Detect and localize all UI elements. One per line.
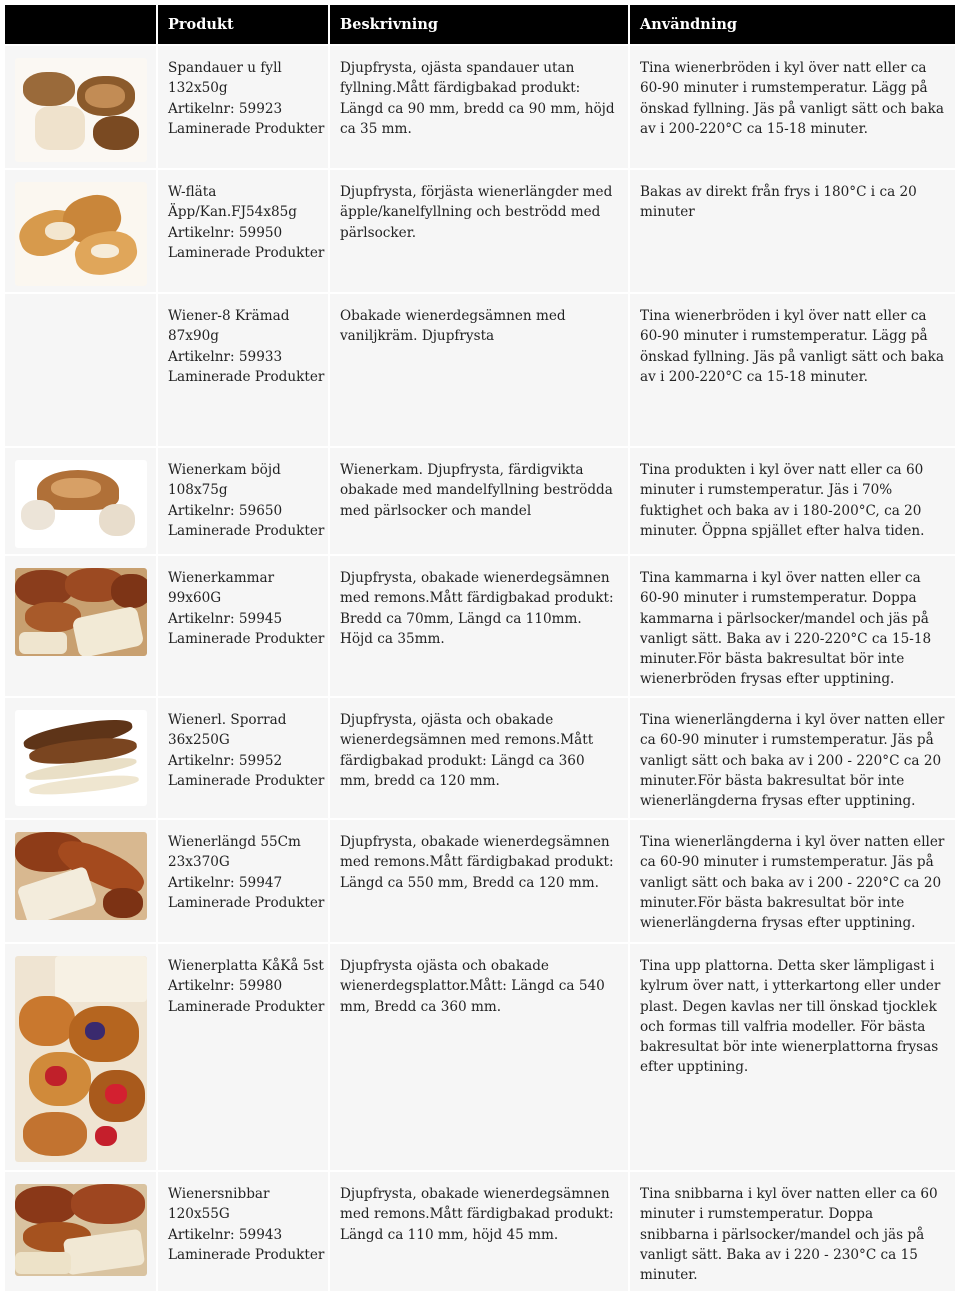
- product-usage: Tina wienerlängderna i kyl över natten eller ca 60-90 minuter i rumstemperatur. Jäs på vanligt sätt och baka av i 200 - 220°C ca 20 minuter.För bästa bakresultat bör inte wienerlängderna frysas efter upptining.: [640, 712, 945, 810]
- product-category: Laminerade Produkter: [168, 522, 325, 539]
- product-cell: [158, 698, 328, 818]
- description-cell: [330, 820, 628, 942]
- usage-cell: [630, 448, 955, 554]
- product-size: 23x370G: [168, 854, 230, 871]
- product-name: Wienersnibbar: [168, 1186, 270, 1202]
- image-cell: [5, 944, 156, 1170]
- product-cell: [158, 820, 328, 942]
- product-image: [15, 58, 147, 162]
- product-category: Laminerade Produkter: [168, 120, 325, 137]
- table-row: [5, 698, 955, 818]
- image-cell: [5, 46, 156, 168]
- product-article: Artikelnr: 59952: [168, 752, 283, 769]
- product-image: [15, 1184, 147, 1276]
- table-row: [5, 294, 955, 446]
- product-cell: [158, 1172, 328, 1291]
- table-row: [5, 820, 955, 942]
- product-article: Artikelnr: 59933: [168, 348, 283, 365]
- product-cell: [158, 294, 328, 446]
- product-size: 108x75g: [168, 482, 228, 499]
- product-article: Artikelnr: 59923: [168, 100, 283, 117]
- product-description: Djupfrysta, obakade wienerdegsämnen med remons.Mått färdigbakad produkt: Bredd ca 70mm, Längd ca 110mm. Höjd ca 35mm.: [340, 570, 614, 647]
- product-name: Wienerplatta KåKå 5st: [168, 958, 324, 974]
- product-image: [15, 956, 147, 1162]
- product-category: Laminerade Produkter: [168, 1246, 325, 1263]
- header-product: Produkt: [158, 5, 328, 44]
- product-description: Obakade wienerdegsämnen med vaniljkräm. Djupfrysta: [340, 308, 566, 345]
- table-row: [5, 448, 955, 554]
- table-row: [5, 170, 955, 292]
- product-article: Artikelnr: 59650: [168, 502, 283, 519]
- product-table: [3, 3, 957, 1293]
- table-row: [5, 46, 955, 168]
- description-cell: [330, 46, 628, 168]
- usage-cell: [630, 820, 955, 942]
- product-cell: [158, 556, 328, 696]
- product-cell: [158, 170, 328, 292]
- product-category: Laminerade Produkter: [168, 630, 325, 647]
- product-category: Laminerade Produkter: [168, 368, 325, 385]
- product-usage: Tina wienerlängderna i kyl över natten eller ca 60-90 minuter i rumstemperatur. Jäs på vanligt sätt och baka av i 200 - 220°C ca 20 minuter.För bästa bakresultat bör inte wienerlängderna frysas efter upptining.: [640, 834, 945, 932]
- product-name: Wienerkammar: [168, 570, 275, 586]
- product-image: [15, 460, 147, 548]
- product-article: Artikelnr: 59950: [168, 224, 283, 241]
- image-cell: [5, 448, 156, 554]
- product-cell: [158, 46, 328, 168]
- product-description: Djupfrysta, förjästa wienerlängder med äpple/kanelfyllning och beströdd med pärlsocker.: [340, 184, 613, 241]
- usage-cell: [630, 170, 955, 292]
- header-description: Beskrivning: [330, 5, 628, 44]
- product-article: Artikelnr: 59947: [168, 874, 283, 891]
- product-image: [15, 568, 147, 656]
- product-size: 99x60G: [168, 590, 222, 607]
- description-cell: [330, 294, 628, 446]
- product-category: Laminerade Produkter: [168, 998, 325, 1015]
- product-name: Wienerl. Sporrad: [168, 712, 287, 728]
- product-category: Laminerade Produkter: [168, 244, 325, 261]
- product-usage: Tina kammarna i kyl över natten eller ca 60-90 minuter i rumstemperatur. Doppa kammarna i pärlsocker/mandel och jäs på vanligt sätt. Baka av i 220-220°C ca 15-18 minuter.För bästa bakresultat bör inte wienerbröden frysas efter upptining.: [640, 570, 932, 688]
- description-cell: [330, 698, 628, 818]
- image-cell: [5, 294, 156, 446]
- table-row: [5, 1172, 955, 1291]
- product-usage: Bakas av direkt från frys i 180°C i ca 20 minuter: [640, 184, 917, 221]
- product-description: Djupfrysta, ojästa spandauer utan fyllning.Mått färdigbakad produkt: Längd ca 90 mm, bredd ca 90 mm, höjd ca 35 mm.: [340, 60, 615, 137]
- description-cell: [330, 556, 628, 696]
- usage-cell: [630, 294, 955, 446]
- product-article: Artikelnr: 59980: [168, 978, 283, 995]
- product-cell: [158, 944, 328, 1170]
- usage-cell: [630, 1172, 955, 1291]
- product-category: Laminerade Produkter: [168, 772, 325, 789]
- table-row: [5, 556, 955, 696]
- product-description: Djupfrysta, obakade wienerdegsämnen med remons.Mått färdigbakad produkt: Längd ca 550 mm, Bredd ca 120 mm.: [340, 834, 614, 891]
- product-usage: Tina wienerbröden i kyl över natt eller ca 60-90 minuter i rumstemperatur. Lägg på önskad fyllning. Jäs på vanligt sätt och baka av i 200-220°C ca 15-18 minuter.: [640, 308, 944, 385]
- image-cell: [5, 170, 156, 292]
- product-size: 132x50g: [168, 80, 228, 97]
- product-name: Wienerlängd 55Cm: [168, 834, 301, 850]
- image-cell: [5, 698, 156, 818]
- table-row: [5, 944, 955, 1170]
- header-usage: Användning: [630, 5, 955, 44]
- product-image: [15, 710, 147, 806]
- product-category: Laminerade Produkter: [168, 894, 325, 911]
- description-cell: [330, 944, 628, 1170]
- product-name: Wiener-8 Krämad: [168, 308, 290, 324]
- usage-cell: [630, 698, 955, 818]
- description-cell: [330, 1172, 628, 1291]
- image-cell: [5, 556, 156, 696]
- product-cell: [158, 448, 328, 554]
- description-cell: [330, 170, 628, 292]
- usage-cell: [630, 944, 955, 1170]
- usage-cell: [630, 46, 955, 168]
- product-usage: Tina snibbarna i kyl över natten eller ca 60 minuter i rumstemperatur. Doppa snibbarna i pärlsocker/mandel och jäs på vanligt sätt. Baka av i 220 - 230°C ca 15 minuter.: [640, 1186, 938, 1284]
- product-usage: Tina upp plattorna. Detta sker lämpligast i kylrum över natt, i ytterkartong eller under plast. Degen kavlas ner till önskad tjocklek och formas till valfria modeller. För bästa bakresultat bör inte wienerplattorna frysas efter upptining.: [640, 958, 941, 1076]
- product-description: Djupfrysta ojästa och obakade wienerdegsplattor.Mått: Längd ca 540 mm, Bredd ca 360 mm.: [340, 958, 605, 1015]
- product-description: Djupfrysta, ojästa och obakade wienerdegsämnen med remons.Mått färdigbakad produkt: Längd ca 360 mm, bredd ca 120 mm.: [340, 712, 594, 789]
- description-cell: [330, 448, 628, 554]
- image-cell: [5, 1172, 156, 1291]
- product-name: Wienerkam böjd: [168, 462, 281, 478]
- product-size: 36x250G: [168, 732, 230, 749]
- product-name: Spandauer u fyll: [168, 60, 282, 76]
- product-article: Artikelnr: 59945: [168, 610, 283, 627]
- product-description: Wienerkam. Djupfrysta, färdigvikta obakade med mandelfyllning beströdda med pärlsocker och mandel: [340, 462, 613, 519]
- product-article: Artikelnr: 59943: [168, 1226, 283, 1243]
- product-image: [15, 182, 147, 286]
- product-image: [15, 832, 147, 920]
- header-image-cell: [5, 5, 156, 44]
- product-usage: Tina produkten i kyl över natt eller ca 60 minuter i rumstemperatur. Jäs i 70% fuktighet och baka av i 180-200°C, ca 20 minuter. Öppna spjället efter halva tiden.: [640, 462, 925, 539]
- product-name: W-fläta: [168, 184, 217, 200]
- table-header-row: [5, 5, 955, 44]
- product-size: 87x90g: [168, 328, 219, 345]
- image-cell: [5, 820, 156, 942]
- product-size: Äpp/Kan.FJ54x85g: [168, 204, 297, 221]
- product-size: 120x55G: [168, 1206, 230, 1223]
- product-usage: Tina wienerbröden i kyl över natt eller ca 60-90 minuter i rumstemperatur. Lägg på önskad fyllning. Jäs på vanligt sätt och baka av i 200-220°C ca 15-18 minuter.: [640, 60, 944, 137]
- usage-cell: [630, 556, 955, 696]
- product-description: Djupfrysta, obakade wienerdegsämnen med remons.Mått färdigbakad produkt: Längd ca 110 mm, höjd 45 mm.: [340, 1186, 614, 1243]
